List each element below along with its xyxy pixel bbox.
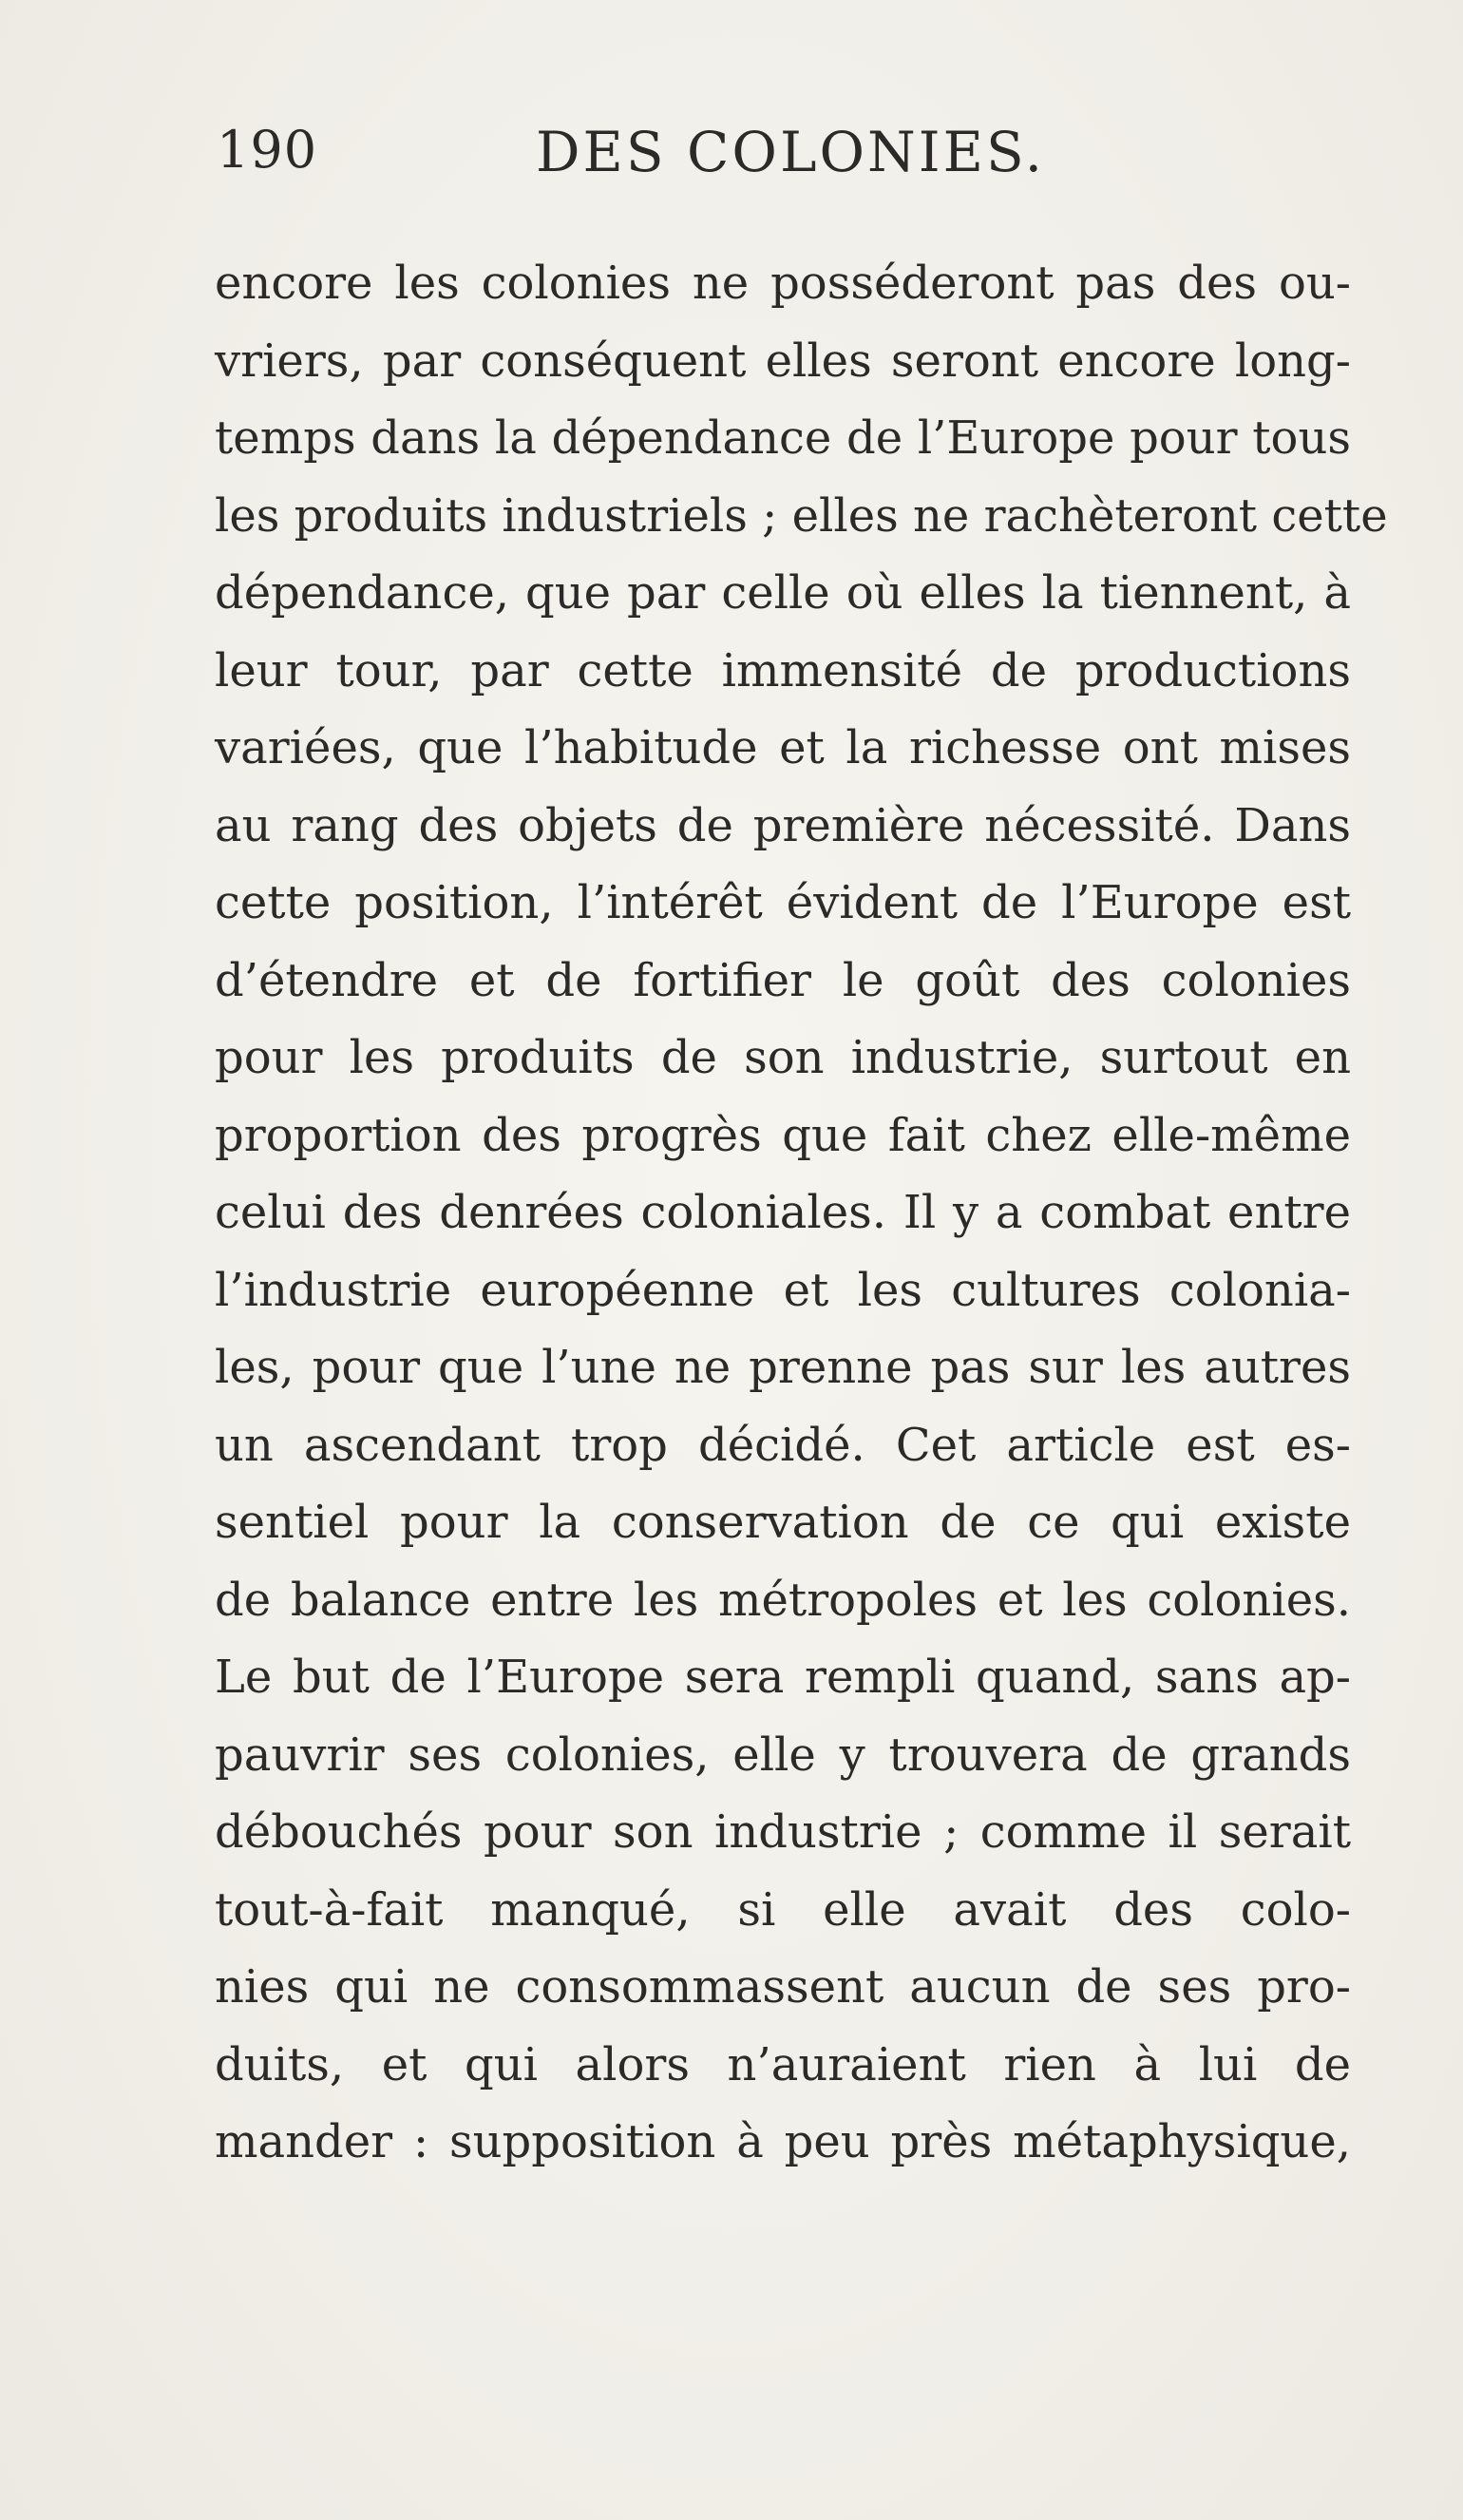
text-line: d’étendre et de fortifier le goût des colonies xyxy=(215,953,1351,1007)
text-line: encore les colonies ne posséderont pas des ou- xyxy=(215,257,1351,310)
text-line: temps dans la dépendance de l’Europe pour tous xyxy=(215,411,1351,465)
text-line: sentiel pour la conservation de ce qui existe xyxy=(215,1496,1351,1549)
text-line: Le but de l’Europe sera rempli quand, sans ap- xyxy=(215,1651,1351,1704)
text-line: proportion des progrès que fait chez elle-même xyxy=(215,1108,1351,1162)
text-line: dépendance, que par celle où elles la tiennent, à xyxy=(215,566,1351,620)
text-line: variées, que l’habitude et la richesse ont mises xyxy=(215,721,1351,774)
text-line: nies qui ne consommassent aucun de ses pro- xyxy=(215,1960,1351,2014)
text-line: duits, et qui alors n’auraient rien à lui de xyxy=(215,2037,1351,2091)
text-line: débouchés pour son industrie ; comme il serait xyxy=(215,1805,1351,1859)
text-line: cette position, l’intérêt évident de l’Europe est xyxy=(215,876,1351,929)
body-text xyxy=(215,245,1388,2182)
text-line: au rang des objets de première nécessité. Dans xyxy=(215,798,1351,852)
text-line: de balance entre les métropoles et les colonies. xyxy=(215,1573,1351,1627)
text-line: leur tour, par cette immensité de productions xyxy=(215,643,1351,697)
text-line: tout-à-fait manqué, si elle avait des colo- xyxy=(215,1882,1351,1937)
text-line: un ascendant trop décidé. Cet article est es- xyxy=(215,1418,1351,1472)
running-title: DES COLONIES. xyxy=(536,120,1046,184)
text-line: celui des denrées coloniales. Il y a combat entre xyxy=(215,1186,1351,1239)
text-line: vriers, par conséquent elles seront encore long- xyxy=(215,334,1351,388)
text-line: les, pour que l’une ne prenne pas sur les autres xyxy=(215,1341,1351,1394)
text-line: les produits industriels ; elles ne rachèteront cette xyxy=(215,488,1388,543)
text-line: pauvrir ses colonies, elle y trouvera de grands xyxy=(215,1728,1351,1782)
page-header xyxy=(217,112,1224,198)
text-line: pour les produits de son industrie, surtout en xyxy=(215,1031,1351,1084)
text-line: l’industrie européenne et les cultures colonia- xyxy=(215,1263,1351,1317)
text-line: mander : supposition à peu près métaphysique, xyxy=(215,2115,1351,2168)
page-number: 190 xyxy=(217,120,318,180)
